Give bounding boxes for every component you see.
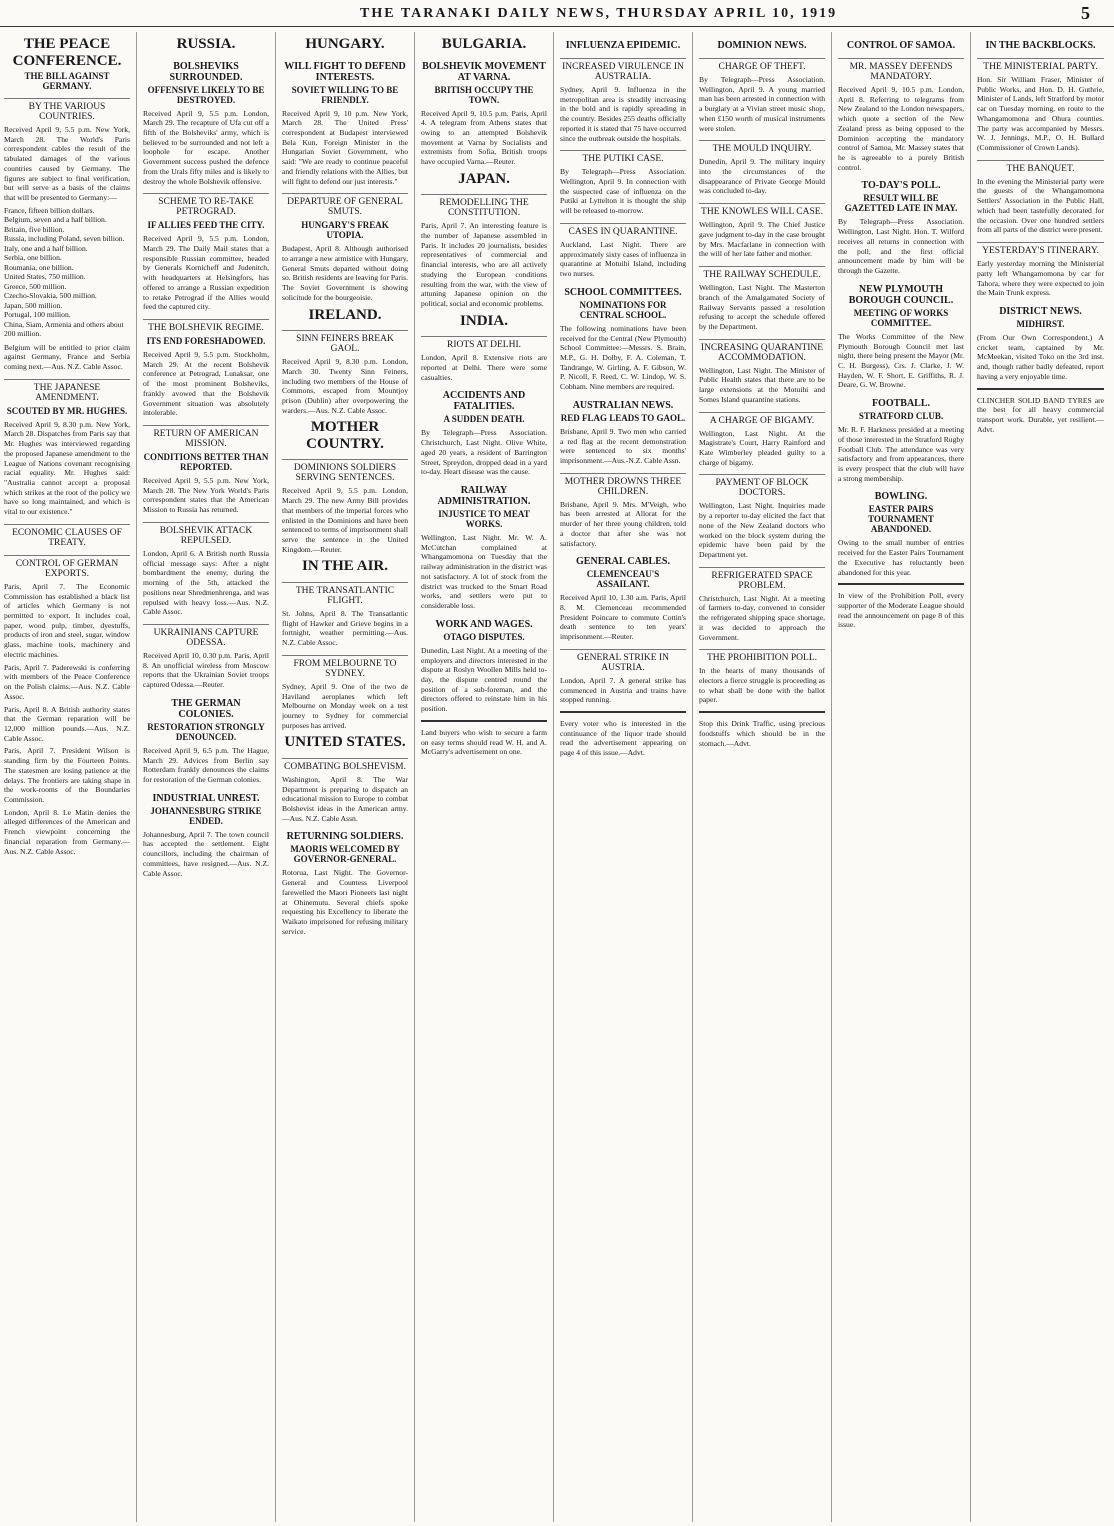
section-heading: AUSTRALIAN NEWS.: [572, 399, 674, 411]
section-heading: GENERAL STRIKE IN AUSTRIA.: [560, 649, 686, 673]
subhead: CLEMENCEAU'S ASSAILANT.: [586, 569, 660, 590]
section-heading: BOLSHEVIKS SURROUNDED.: [169, 60, 243, 83]
section-heading: REFRIGERATED SPACE PROBLEM.: [699, 567, 825, 591]
headline-peace-conference: THE PEACE CONFERENCE.: [12, 36, 122, 69]
section-heading: MOTHER DROWNS THREE CHILDREN.: [560, 473, 686, 497]
subhead: BRITISH OCCUPY THE TOWN.: [434, 84, 534, 105]
page-number: 5: [1081, 3, 1090, 23]
section-heading: THE JAPANESE AMENDMENT.: [4, 379, 130, 403]
headline-influenza: INFLUENZA EPIDEMIC.: [565, 40, 681, 51]
subhead: SCOUTED BY MR. HUGHES.: [6, 405, 128, 416]
article-text: By Telegraph—Press Association. Wellington, April 9. In connection with the suspected case of influenza on the Putiki at Lyttelton it is thought the ship will be released to-morrow.: [560, 167, 686, 216]
article-text: Wellington, Last Night. Mr. W. A. McCutchan complained at Whangamomona on Tuesday that the railway administration in the district was not satisfactory. A lot of stock from the district was trucked to the Smart Road works, and settlers were put to considerable loss.: [421, 533, 547, 611]
section-heading: RETURNING SOLDIERS.: [286, 831, 404, 843]
article-text: Received April 9, 5.5 p.m. London, March 29. The new Army Bill provides that members of the imperial forces who enlisted in the Dominions and have been sentenced to terms of imprisonment shall serve the sentence in the United Kingdom.—Reuter.: [282, 486, 408, 554]
subhead: A SUDDEN DEATH.: [443, 414, 525, 425]
subhead: HUNGARY'S FREAK UTOPIA.: [301, 220, 389, 241]
article-text: In the evening the Ministerial party were the guests of the Whangamomona Settlers' Association in the Public Hall, which had been tastefully decorated for the occasion. Over one hundred settlers from all parts of the district were present.: [977, 176, 1104, 235]
section-heading: NEW PLYMOUTH BOROUGH COUNCIL.: [848, 283, 954, 306]
section-heading: THE MINISTERIAL PARTY.: [977, 58, 1104, 72]
article-text: Brisbane, April 9. Mrs. M'Veigh, who has been arrested at Allorat for the murder of her three young children, told a doctor that after she was not satisfactory.: [560, 499, 686, 548]
article-text: Received April 9, 5.5 p.m. Stockholm, March 29. At the recent Bolshevik conference at Petrograd, Lunaksar, one of the most prominent Bolsheviks, frankly avowed that the Bolshevik Government situation was absolutely intolerable.: [143, 350, 269, 418]
subhead: THE BILL AGAINST GERMANY.: [24, 71, 110, 91]
section-heading: THE RAILWAY SCHEDULE.: [699, 266, 825, 280]
article-text: Rotorua, Last Night. The Governor-General and Countess Liverpool farewelled the Maori Pioneers last night at Ohinemutu. Several chiefs spoke requesting his Excellency to liberate the Waikato imprisoned for refusing military service.: [282, 868, 408, 936]
subhead: INJUSTICE TO MEAT WORKS.: [438, 509, 530, 530]
section-heading: UKRAINIANS CAPTURE ODESSA.: [143, 624, 269, 648]
article-text: Sydney, April 9. One of the two de Haviland aeroplanes which left Melbourne on Monday week on a test journey to Sydney for commercial purposes has arrived.: [282, 681, 408, 730]
article-text: Paris, April 8. A British authority states that the German reparation will be 12,000 million pounds.—Aus. N.Z. Cable Assoc.: [4, 704, 130, 743]
section-heading: CONTROL OF GERMAN EXPORTS.: [4, 555, 130, 579]
headline-hungary: HUNGARY.: [305, 36, 385, 52]
article-text: Received April 9, 5.5 p.m. New York, March 28. The New York World's Paris correspondent states that the American Mission to Russia has returned.: [143, 476, 269, 515]
list-item: Italy, one and a half billion.: [4, 243, 88, 253]
article-text: Dunedin, April 9. The military inquiry into the circumstances of the disappearance of Private George Mould was concluded to-day.: [699, 157, 825, 196]
column-8: [977, 32, 1110, 1522]
article-text: (From Our Own Correspondent.) A cricket team, captained by Mr. McMeekan, visited Toko on the 3rd inst. and, though rather badly defeated, report having a very enjoyable time.: [977, 332, 1104, 381]
article-text: Paris, April 7. Paderewski is conferring with members of the Peace Conference on the Polish claims.—Aus. N.Z. Cable Assoc.: [4, 662, 130, 701]
list-item: Czecho-Slovakia, 500 million.: [4, 291, 97, 301]
subhead: NOMINATIONS FOR CENTRAL SCHOOL.: [579, 299, 667, 320]
article-text: Received April 9, 5.5 p.m. New York, March 28. The World's Paris correspondent cables the result of the tabulated damages of the various countries caused by Germany. The figures are subject to final verification, but will serve as a basis of the claims that will be presented to Germany:—: [4, 125, 130, 203]
column-4: [421, 32, 554, 1522]
article-text: Early yesterday morning the Ministerial party left Whangamomona by car for Tahora, where they were expected to join the Main Trunk express.: [977, 259, 1104, 298]
article-text: Received April 9, 10 p.m. New York, March 28. The United Press' correspondent at Budapest interviewed Bela Kun, Foreign Minister in the Hungarian Soviet Government, who said: "We are ready to continue peaceful and friendly relations with the Allies, but will fight to defend our just interests.": [282, 108, 408, 186]
column-5: [560, 32, 693, 1522]
article-text: Received April 9, 5.5 p.m. London, March 29. The Daily Mail states that a responsible Russian committee, headed by Generals Kornicheff and Judenitch, with headquarters at Helsingfors, has offered to arrange a Russian expedition to retake Petrograd if the Allies would feed the captured city.: [143, 234, 269, 312]
column-2: [143, 32, 276, 1522]
article-text: Wellington, Last Night. Inquiries made by a reporter to-day elicited the fact that none of the New Zealand doctors who worked on the block system during the epidemic have been paid by the Department yet.: [699, 501, 825, 559]
article-text: Received April 9, 5.5 p.m. London, March 29. The recapture of Ufa cut off a fifth of the Bolsheviks' army, which is believed to be surrounded and not left a loophole for escape. Another Government success pushed the defence from the Urals fifty miles and is likely to destroy the whole Bolshevik offensive.: [143, 108, 269, 186]
section-heading: PAYMENT OF BLOCK DOCTORS.: [699, 474, 825, 498]
article-text: In the hearts of many thousands of electors a fierce struggle is proceeding as to what shall be done with the ballot paper.: [699, 666, 825, 705]
article-text: By Telegraph—Press Association. Christchurch, Last Night. Olive White, aged 20 years, a resident of Barrington Street, Spreydon, dropped dead in a yard to-day. Heart disease was the cause.: [421, 428, 547, 477]
masthead: [0, 0, 1114, 27]
section-heading: CHARGE OF THEFT.: [699, 58, 825, 72]
section-heading: BOLSHEVIK MOVEMENT AT VARNA.: [422, 60, 546, 83]
article-text: Wellington, Last Night. At the Magistrate's Court, Harry Rainford and Kate Wimberley pleaded guilty to a charge of bigamy.: [699, 428, 825, 467]
subhead: STRATFORD CLUB.: [858, 411, 944, 422]
headline-bulgaria: BULGARIA.: [441, 36, 527, 52]
section-heading: ECONOMIC CLAUSES OF TREATY.: [4, 524, 130, 548]
section-heading: DOMINIONS SOLDIERS SERVING SENTENCES.: [282, 459, 408, 483]
subhead: RESTORATION STRONGLY DENOUNCED.: [147, 721, 265, 742]
article-text: St. Johns, April 8. The Transatlantic flight of Hawker and Grieve begins in a fortnight, weather permitting.—Aus. N.Z. Cable Assoc.: [282, 608, 408, 648]
headline-mother-country: MOTHER COUNTRY.: [306, 419, 384, 452]
article-text: Wellington, Last Night. The Masterton branch of the Amalgamated Society of Railway Servants passed a resolution refusing to accept the schedule offered by the Department.: [699, 283, 825, 331]
article-text: Received April 9, 8.30 p.m. London, March 30. Twenty Sinn Feiners, including two members of the House of Commons, escaped from Mountjoy prison (Dublin) after overpowering the warders.—Aus. N.Z. Cable Assoc.: [282, 357, 408, 415]
article-text: Received April 10, 0.30 p.m. Paris, April 8. An unofficial wireless from Moscow reports that the Ukrainian Soviet troops captured Odessa.—Reuter.: [143, 650, 269, 690]
list-item: Belgium, seven and a half billion.: [4, 215, 107, 225]
list-item: Roumania, one billion.: [4, 262, 74, 272]
section-heading: COMBATING BOLSHEVISM.: [282, 758, 408, 772]
section-heading: WORK AND WAGES.: [435, 618, 533, 630]
headline-india: INDIA.: [460, 312, 508, 329]
divider: [699, 711, 825, 713]
list-item: China, Siam, Armenia and others about 200 million.: [4, 319, 124, 339]
subhead: ITS END FORESHADOWED.: [146, 336, 266, 346]
section-heading: RAILWAY ADMINISTRATION.: [437, 485, 531, 508]
article-text: Washington, April 8. The War Department is preparing to dispatch an educational mission to Europe to combat Bolshevist ideas in the American army.—Aus. N.Z. Cable Assn.: [282, 774, 408, 823]
section-heading: CASES IN QUARANTINE.: [560, 223, 686, 237]
section-heading: INDUSTRIAL UNREST.: [152, 792, 260, 804]
column-6: [699, 32, 832, 1522]
advertisement-text: Land buyers who wish to secure a farm on easy terms should read W. H. and A. McGarry's advertisement on one.: [421, 727, 547, 757]
section-heading: THE TRANSATLANTIC FLIGHT.: [282, 582, 408, 606]
article-text: Budapest, April 8. Although authorised to arrange a new armistice with Hungary, General Smuts departed without doing so. British residents are leaving for Paris. The Soviet Government is showing solicitude for the bourgeoisie.: [282, 244, 408, 302]
section-heading: THE PUTIKI CASE.: [560, 150, 686, 164]
article-text: London, April 6. A British north Russia official message says: After a night bombardment the enemy, during the morning of the 5th, attacked the positions near Shredmenhrenga, and was repulsed with heavy loss.—Aus. N.Z. Cable Assoc.: [143, 548, 269, 617]
list-item: Russia, including Poland, seven billion.: [4, 234, 125, 244]
section-heading: THE BOLSHEVIK REGIME.: [143, 319, 269, 333]
article-text: London, April 7. A general strike has commenced in Austria and trains have stopped running.: [560, 675, 686, 705]
column-1: [4, 32, 137, 1522]
section-heading: MR. MASSEY DEFENDS MANDATORY.: [838, 58, 964, 82]
article-text: Paris, April 7. An interesting feature is the number of Japanese assembled in Paris. It includes 20 journalists, besides representatives of commercial and financial interests, who are all actively studying the European conditions resulting from the war, with the view of attuning Japanese opinion on the political, social and economic problems.: [421, 221, 547, 309]
subhead: SOVIET WILLING TO BE FRIENDLY.: [291, 84, 399, 105]
section-heading: THE MOULD INQUIRY.: [699, 140, 825, 154]
subhead: EASTER PAIRS TOURNAMENT ABANDONED.: [868, 504, 934, 535]
columns: [4, 32, 1110, 1522]
article-text: Sydney, April 9. Influenza in the metropolitan area is steadily increasing in the bold and is rapidly spreading in the country. Besides 255 deaths officially reported it is stated that 75 have occurred since the outbreak outside the hospitals.: [560, 85, 686, 143]
divider: [421, 720, 547, 722]
headline-control-of-samoa: CONTROL OF SAMOA.: [846, 40, 956, 51]
advertisement-text: CLINCHER SOLID BAND TYRES are the best for all heavy commercial transport work. Durable, yet resilient.—Advt.: [977, 395, 1104, 434]
section-heading: FROM MELBOURNE TO SYDNEY.: [282, 655, 408, 679]
article-text: Christchurch, Last Night. At a meeting of farmers to-day, convened to consider the refrigerated shipping space shortage, it was decided to approach the Government.: [699, 593, 825, 642]
article-text: London, April 8. Le Matin denies the alleged differences of the American and French viewpoint concerning the financial reparation from Germany.—Aus. N.Z. Cable Assoc.: [4, 807, 130, 856]
article-text: Received April 9, 10.5 p.m. London, April 8. Referring to telegrams from New Zealand to the London newspapers, which quote a section of the New Zealand press as being opposed to the Dominion accepting the mandatory control of Samoa, Mr. Massey states that he is agreeable to a purely British control.: [838, 85, 964, 172]
subhead: JOHANNESBURG STRIKE ENDED.: [150, 805, 262, 826]
advertisement-text: Stop this Drink Traffic, using precious foodstuffs which should be in the stomach.—Advt.: [699, 719, 825, 748]
article-text: Johannesburg, April 7. The town council has accepted the settlement. Eight councillors, including the chairman of committees, have resigned.—Aus. N.Z. Cable Assoc.: [143, 829, 269, 878]
article-text: Auckland, Last Night. There are approximately sixty cases of influenza in quarantine at Motuihi Island, including two nurses.: [560, 239, 686, 279]
subhead: OTAGO DISPUTES.: [443, 631, 525, 642]
article-text: Paris, April 7. President Wilson is standing firm by the Fourteen Points. The statesmen are losing patience at the delays. The frontiers are taking shape in the work-rooms of the Boundaries Commission.: [4, 746, 130, 804]
article-text: Received April 9, 8.30 p.m. New York, March 28. Dispatches from Paris say that Mr. Hughes was interviewed regarding the proposed Japanese amendment to the League of Nations covenant recognising racial equality. Mr. Hughes said: "Australia cannot accept a proposal which strikes at the root of the policy we have so long maintained, and which is vital to our existence.": [4, 419, 130, 517]
list-item: France, fifteen billion dollars.: [4, 205, 95, 215]
list-item: United States, 750 million.: [4, 272, 86, 282]
newspaper-title: THE TARANAKI DAILY NEWS, THURSDAY APRIL 10, 1919: [360, 6, 838, 21]
subhead: MEETING OF WORKS COMMITTEE.: [853, 307, 949, 328]
list-item: Japan, 500 million.: [4, 300, 63, 310]
section-heading: SCHEME TO RE-TAKE PETROGRAD.: [143, 193, 269, 217]
article-text: London, April 8. Extensive riots are reported at Delhi. There were some casualties.: [421, 353, 547, 382]
divider: [838, 583, 964, 585]
subhead: CONDITIONS BETTER THAN REPORTED.: [143, 452, 269, 473]
subhead: MAORIS WELCOMED BY GOVERNOR-GENERAL.: [290, 844, 400, 865]
article-text: The Works Committee of the New Plymouth Borough Council met last night, there being present the Mayor (Mr. C. H. Burgess), Crs. J. Clarke, J. W. Hayden, W. F. Short, E. Griffiths, R. J. Deare, G. W. Browne.: [838, 331, 964, 390]
section-heading: DEPARTURE OF GENERAL SMUTS.: [282, 193, 408, 217]
article-text: By Telegraph—Press Association. Wellington, April 9. A young married man has been arrested in connection with a burglary at a Vivian street music shop, when £150 worth of musical instruments were stolen.: [699, 75, 825, 133]
column-3: [282, 32, 415, 1522]
article-text: Hon. Sir William Fraser, Minister of Public Works, and Hon. D. H. Guthrie, Minister of Lands, left Stratford by motor car on Tuesday morning, en route to the Whangamomona and Ohura counties. The party was accompanied by Messrs. W. J. Jennings, M.P., O. H. Bullard (Commissioner of Crown Lands).: [977, 75, 1104, 153]
headline-russia: RUSSIA.: [176, 36, 236, 52]
subhead: RED FLAG LEADS TO GAOL.: [560, 412, 686, 423]
section-heading: THE PROHIBITION POLL.: [699, 649, 825, 663]
headline-dominion-news: DOMINION NEWS.: [717, 40, 807, 51]
section-heading: SCHOOL COMMITTEES.: [564, 286, 682, 298]
section-heading: GENERAL CABLES.: [576, 556, 670, 568]
article-text: Received April 10, 1.30 a.m. Paris, April 8. M. Clemenceau recommended President Poincare to commute Cottin's death sentence to ten years' imprisonment.—Reuter.: [560, 593, 686, 642]
section-heading: INCREASED VIRULENCE IN AUSTRALIA.: [560, 58, 686, 82]
section-heading: A CHARGE OF BIGAMY.: [699, 412, 825, 426]
section-heading: RIOTS AT DELHI.: [421, 336, 547, 350]
article-text: Owing to the small number of entries received for the Easter Pairs Tournament the Executive has reluctantly been abandoned for this year.: [838, 538, 964, 577]
article-text: By Telegraph—Press Association. Wellington, Last Night. Hon. T. Wilford receives all returns in connection with the poll, and the first official announcement made by him will be through the Gazette.: [838, 217, 964, 276]
damages-list: [4, 206, 130, 339]
column-7: [838, 32, 971, 1522]
headline-united-states: UNITED STATES.: [284, 734, 406, 751]
divider: [560, 711, 686, 713]
subhead: MIDHIRST.: [1016, 318, 1065, 329]
article-text: Belgium will be entitled to prior claim against Germany, France and Serbia coming next.—Aus. N.Z. Cable Assoc.: [4, 342, 130, 371]
list-item: Britain, five billion.: [4, 224, 65, 234]
article-text: Received April 9, 6.5 p.m. The Hague, March 29. Advices from Berlin say Rotterdam frankly denounces the claims for restoration of the German colonies.: [143, 745, 269, 784]
section-heading: INCREASING QUARANTINE ACCOMMODATION.: [699, 339, 825, 363]
subhead: RESULT WILL BE GAZETTED LATE IN MAY.: [844, 193, 958, 214]
section-heading: FOOTBALL.: [871, 398, 931, 410]
subhead: IF ALLIES FEED THE CITY.: [147, 220, 265, 231]
article-text: Paris, April 7. The Economic Commission has established a black list of articles which Germany is not permitted to export. It includes coal, paper, wood pulp, timber, dyestuffs, products of iron and steel, sugar, window glass, machine tools, machinery and electric machines.: [4, 581, 130, 659]
headline-japan: JAPAN.: [458, 170, 510, 187]
section-heading: BOWLING.: [874, 491, 928, 503]
section-heading: SINN FEINERS BREAK GAOL.: [282, 330, 408, 354]
divider: [977, 388, 1104, 390]
section-heading: REMODELLING THE CONSTITUTION.: [421, 194, 547, 218]
article-text: Wellington, Last Night. The Minister of Public Health states that there are to be large extensions at the Motuihi and Somes Island quarantine stations.: [699, 365, 825, 404]
headline-in-the-air: IN THE AIR.: [301, 558, 388, 575]
subhead: OFFENSIVE LIKELY TO BE DESTROYED.: [147, 84, 265, 105]
advertisement-text: In view of the Prohibition Poll, every supporter of the Moderate League should read the announcement on page 8 of this issue.: [838, 591, 964, 630]
section-heading: THE KNOWLES WILL CASE.: [699, 203, 825, 217]
article-text: Mr. R. F. Harkness presided at a meeting of those interested in the Stratford Rugby Football Club. The attendance was very satisfactory and from appearances, there is every prospect that the club will have a strong membership.: [838, 425, 964, 483]
section-heading: WILL FIGHT TO DEFEND INTERESTS.: [284, 60, 406, 83]
article-text: Dunedin, Last Night. At a meeting of the employers and directors interested in the dispute at Roslyn Woollen Mills held to-day, the dispute centred round the position of a sub-foreman, and the directors offered to reinstate him in his position.: [421, 645, 547, 714]
list-item: Portugal, 100 million.: [4, 310, 71, 320]
article-text: Received April 9, 10.5 p.m. Paris, April 4. A telegram from Athens states that owing to an attempted Bolshevik movement at Varna by Socialists and extremists from Sofia, British troops have occupied Varna.—Reuter.: [421, 108, 547, 167]
article-text: Brisbane, April 9. Two men who carried a red flag at the recent demonstration were sentenced to six months' imprisonment.—Aus.-N.Z. Cable Assn.: [560, 426, 686, 465]
section-heading: DISTRICT NEWS.: [999, 305, 1082, 317]
section-heading: THE GERMAN COLONIES.: [171, 697, 241, 720]
list-item: Greece, 500 million.: [4, 281, 67, 291]
advertisement-text: Every voter who is interested in the continuance of the liquor trade should read the advertisement appearing on page 4 of this issue.—Advt.: [560, 719, 686, 758]
article-text: The following nominations have been received for the Central (New Plymouth) School Committee:—Messrs. S. Brain, M.P., G. H. Dolby, F. A. Coleman, T. Tandrange, W. Girling, A. F. Gibson, W. P. Nicoll, F. Reed, C. W. Lindop, W. S. Cobham. Nine members are required.: [560, 323, 686, 392]
headline-ireland: IRELAND.: [308, 306, 382, 323]
article-text: Wellington, April 9. The Chief Justice gave judgment to-day in the case brought by Mrs. Macfarlane in connection with the will of her late father and mother.: [699, 220, 825, 259]
section-heading: THE BANQUET.: [977, 160, 1104, 174]
headline-in-the-backblocks: IN THE BACKBLOCKS.: [985, 40, 1096, 51]
section-heading: BY THE VARIOUS COUNTRIES.: [4, 98, 130, 122]
section-heading: YESTERDAY'S ITINERARY.: [977, 242, 1104, 256]
section-heading: BOLSHEVIK ATTACK REPULSED.: [143, 522, 269, 546]
list-item: Serbia, one billion.: [4, 253, 62, 263]
section-heading: RETURN OF AMERICAN MISSION.: [143, 425, 269, 449]
section-heading: ACCIDENTS AND FATALITIES.: [442, 390, 526, 413]
section-heading: TO-DAY'S POLL.: [861, 180, 941, 192]
